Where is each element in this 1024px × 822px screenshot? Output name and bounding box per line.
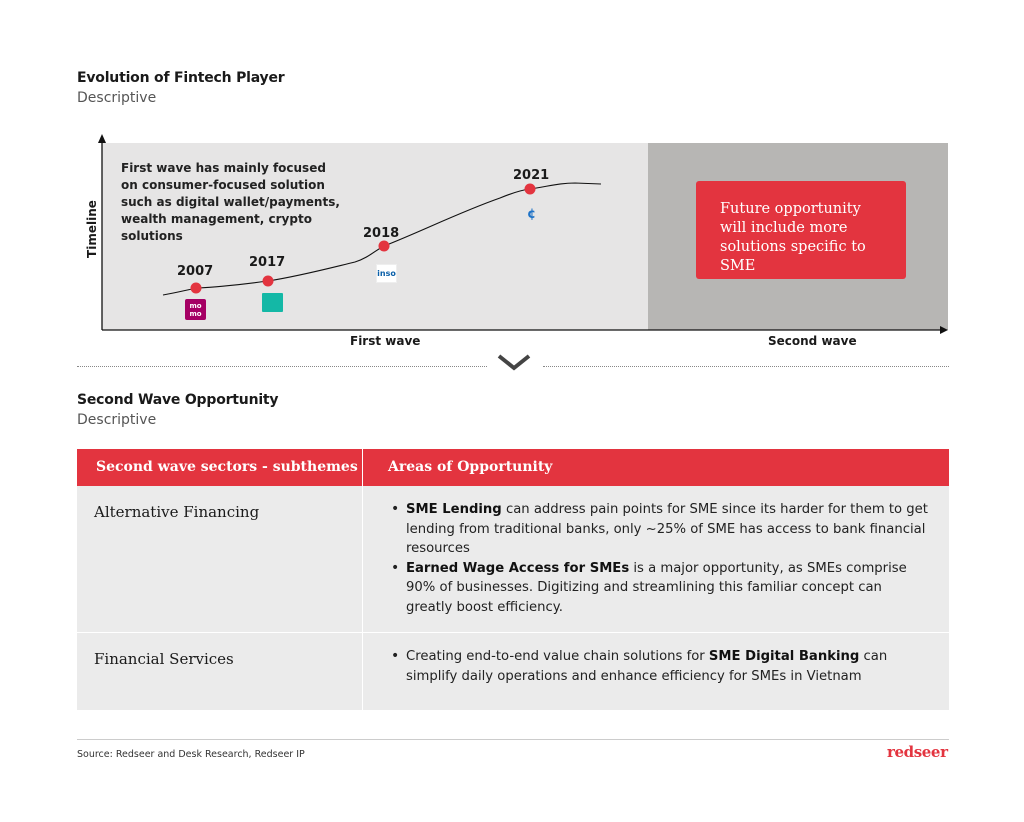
bullet-text: is a major opportunity, as SMEs comprise 90% of businesses. Digitizing and streamlining this familiar concept can greatly boost efficiency. — [406, 560, 907, 615]
table-header — [77, 449, 949, 486]
momo-logo-text: mo mo — [189, 301, 202, 318]
year-label-2018: 2018 — [363, 226, 400, 241]
list-item — [391, 647, 931, 686]
section-subtitle-second-wave: Descriptive — [77, 412, 157, 428]
future-opportunity-box: Future opportunity will include more solutions specific to SME — [696, 181, 906, 279]
milestone-dot-2007 — [191, 283, 202, 294]
milestone-dot-2021 — [525, 184, 536, 195]
list-item — [391, 559, 931, 618]
first-wave-note: First wave has mainly focused on consumer-focused solution such as digital wallet/payments, wealth management, crypto solutions — [121, 161, 340, 243]
bullet-bold: Earned Wage Access for SMEs — [406, 560, 630, 576]
table-row — [77, 633, 949, 711]
chevron-down-icon — [496, 353, 532, 373]
divider-left — [77, 366, 487, 367]
opportunity-cell — [363, 486, 949, 632]
footer-divider — [77, 739, 949, 740]
section-title-second-wave: Second Wave Opportunity — [77, 392, 279, 408]
milestone-dot-2017 — [263, 276, 274, 287]
sector-cell: Alternative Financing — [77, 486, 363, 632]
sector-cell: Financial Services — [77, 633, 363, 710]
year-label-2017: 2017 — [249, 255, 286, 270]
redseer-logo: redseer — [887, 743, 948, 761]
timeline-diagram — [0, 0, 1024, 360]
year-label-2021: 2021 — [513, 168, 550, 183]
bullet-bold: SME Lending — [406, 502, 502, 517]
inso-logo — [376, 264, 397, 283]
inso-logo-text: inso — [377, 269, 396, 278]
table-row — [77, 486, 949, 633]
bullet-pre: Creating end-to-end value chain solutions for — [406, 649, 709, 664]
teal-brand-logo — [262, 293, 283, 312]
opportunity-cell — [363, 633, 949, 710]
blue-brand-logo-text: ¢ — [526, 207, 537, 222]
milestone-dot-2018 — [379, 241, 390, 252]
section-subtitle-evolution: Descriptive — [77, 90, 157, 106]
opportunity-table — [77, 449, 949, 711]
section-title-evolution: Evolution of Fintech Player — [77, 70, 285, 86]
bullet-bold: SME Digital Banking — [708, 649, 860, 664]
momo-logo — [185, 299, 206, 320]
source-note: Source: Redseer and Desk Research, Redseer IP — [77, 749, 305, 760]
divider-right — [543, 366, 949, 367]
second-wave-label: Second wave — [768, 334, 857, 348]
first-wave-label: First wave — [350, 334, 421, 348]
y-axis-label: Timeline — [85, 200, 99, 258]
header-opportunity: Areas of Opportunity — [388, 459, 553, 475]
y-axis-arrow — [98, 134, 106, 143]
bullet-text: can address pain points for SME since its harder for them to get lending from traditional banks, only ~25% of SME has access to bank financial resources — [406, 502, 928, 556]
list-item — [391, 500, 931, 559]
header-sectors: Second wave sectors - subthemes — [77, 449, 363, 486]
year-label-2007: 2007 — [177, 264, 214, 279]
blue-brand-logo — [522, 206, 541, 223]
bullet-text: can simplify daily operations and enhance efficiency for SMEs in Vietnam — [406, 649, 888, 684]
